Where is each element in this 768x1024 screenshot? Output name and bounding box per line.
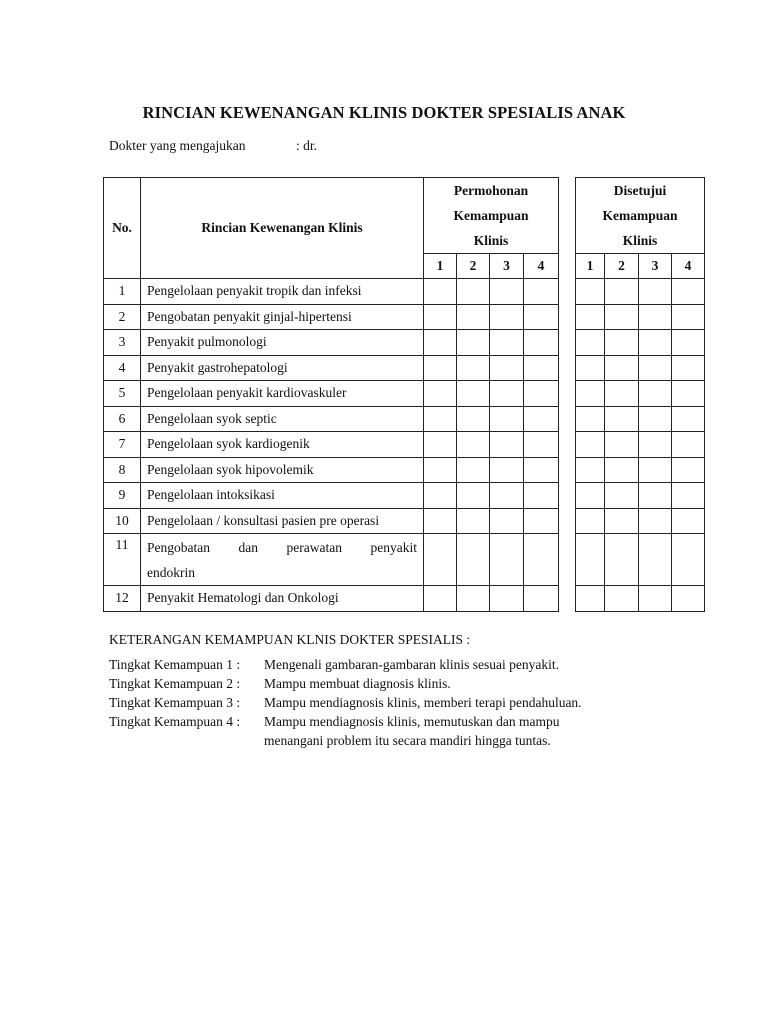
requested-cell-3[interactable] — [490, 508, 524, 534]
requested-cell-3[interactable] — [490, 432, 524, 458]
approved-cell-4[interactable] — [672, 355, 705, 381]
table-row — [104, 534, 705, 586]
approved-cell-3[interactable] — [639, 330, 672, 356]
approved-cell-4[interactable] — [672, 381, 705, 407]
approved-cell-2[interactable] — [605, 534, 639, 586]
requested-level-1: 1 — [424, 254, 457, 279]
requested-cell-1[interactable] — [424, 534, 457, 586]
column-gap — [559, 406, 576, 432]
requested-cell-3[interactable] — [490, 279, 524, 305]
legend-item-label: Tingkat Kemampuan 3 : — [109, 695, 241, 710]
column-gap — [559, 355, 576, 381]
legend-item — [109, 657, 560, 676]
requested-cell-3[interactable] — [490, 483, 524, 509]
requested-cell-2[interactable] — [457, 586, 490, 612]
clinical-authority-table — [103, 177, 705, 612]
approved-level-4: 4 — [672, 254, 705, 279]
requested-cell-2[interactable] — [457, 406, 490, 432]
requested-cell-4[interactable] — [524, 586, 559, 612]
row-description: Pengelolaan syok hipovolemik — [141, 457, 424, 483]
requested-cell-1[interactable] — [424, 406, 457, 432]
table-row — [104, 279, 705, 305]
column-gap — [559, 432, 576, 458]
header-no: No. — [104, 178, 141, 279]
approved-cell-3[interactable] — [639, 457, 672, 483]
row-description: Pengelolaan / konsultasi pasien pre operasi — [141, 508, 424, 534]
header-row — [104, 178, 705, 254]
approved-cell-3[interactable] — [639, 586, 672, 612]
legend-title: KETERANGAN KEMAMPUAN KLNIS DOKTER SPESIALIS : — [109, 632, 471, 647]
row-number: 8 — [104, 457, 141, 483]
row-number: 6 — [104, 406, 141, 432]
table-row — [104, 432, 705, 458]
row-description — [141, 534, 424, 586]
row-number: 2 — [104, 304, 141, 330]
requested-cell-1[interactable] — [424, 457, 457, 483]
approved-line-2: Kemampuan — [602, 208, 678, 223]
approved-cell-2[interactable] — [605, 508, 639, 534]
requested-cell-2[interactable] — [457, 508, 490, 534]
approved-cell-1[interactable] — [576, 483, 605, 509]
approved-cell-3[interactable] — [639, 508, 672, 534]
requested-level-3: 3 — [490, 254, 524, 279]
row-number: 5 — [104, 381, 141, 407]
legend-item-continuation: menangani problem itu secara mandiri hingga tuntas. — [264, 733, 551, 748]
approved-level-3: 3 — [639, 254, 672, 279]
row-description: Penyakit Hematologi dan Onkologi — [141, 586, 424, 612]
requested-cell-1[interactable] — [424, 432, 457, 458]
approved-cell-1[interactable] — [576, 534, 605, 586]
requested-cell-4[interactable] — [524, 457, 559, 483]
requested-cell-2[interactable] — [457, 457, 490, 483]
legend-item — [109, 676, 470, 695]
approved-cell-4[interactable] — [672, 279, 705, 305]
legend-item — [109, 714, 560, 748]
table-row — [104, 381, 705, 407]
column-gap — [559, 178, 576, 279]
row-description: Pengobatan penyakit ginjal-hipertensi — [141, 304, 424, 330]
requested-cell-4[interactable] — [524, 432, 559, 458]
approved-cell-1[interactable] — [576, 457, 605, 483]
approved-cell-2[interactable] — [605, 330, 639, 356]
legend-section — [109, 632, 582, 748]
requested-cell-2[interactable] — [457, 279, 490, 305]
requested-line-3: Klinis — [473, 233, 509, 248]
column-gap — [559, 483, 576, 509]
requested-cell-1[interactable] — [424, 304, 457, 330]
approved-cell-3[interactable] — [639, 483, 672, 509]
approved-cell-2[interactable] — [605, 304, 639, 330]
approved-cell-4[interactable] — [672, 330, 705, 356]
requested-cell-3[interactable] — [490, 355, 524, 381]
requester-value: : dr. — [296, 138, 318, 153]
table-row — [104, 586, 705, 612]
column-gap — [559, 381, 576, 407]
approved-line-1: Disetujui — [613, 183, 667, 198]
requested-level-2: 2 — [457, 254, 490, 279]
approved-cell-1[interactable] — [576, 586, 605, 612]
table-row — [104, 330, 705, 356]
approved-cell-4[interactable] — [672, 534, 705, 586]
legend-item-label: Tingkat Kemampuan 1 : — [109, 657, 241, 672]
requested-line-2: Kemampuan — [453, 208, 529, 223]
row-number: 7 — [104, 432, 141, 458]
approved-cell-2[interactable] — [605, 355, 639, 381]
legend-item-label: Tingkat Kemampuan 4 : — [109, 714, 241, 729]
approved-cell-1[interactable] — [576, 355, 605, 381]
table-row — [104, 304, 705, 330]
requested-cell-3[interactable] — [490, 304, 524, 330]
approved-cell-4[interactable] — [672, 304, 705, 330]
document-title: RINCIAN KEWENANGAN KLINIS DOKTER SPESIALIS ANAK — [142, 103, 626, 122]
requested-cell-2[interactable] — [457, 534, 490, 586]
approved-cell-1[interactable] — [576, 279, 605, 305]
column-gap — [559, 330, 576, 356]
row-number: 4 — [104, 355, 141, 381]
approved-cell-3[interactable] — [639, 304, 672, 330]
requested-cell-2[interactable] — [457, 381, 490, 407]
requested-cell-3[interactable] — [490, 381, 524, 407]
row-number: 3 — [104, 330, 141, 356]
legend-item — [109, 695, 582, 714]
legend-item-text: Mampu mendiagnosis klinis, memberi terapi pendahuluan. — [264, 695, 582, 710]
table-row — [104, 508, 705, 534]
approved-cell-2[interactable] — [605, 279, 639, 305]
column-gap — [559, 304, 576, 330]
row-description-line-2: endokrin — [147, 564, 195, 580]
requested-cell-4[interactable] — [524, 279, 559, 305]
requested-cell-2[interactable] — [457, 432, 490, 458]
approved-cell-2[interactable] — [605, 586, 639, 612]
row-description: Penyakit pulmonologi — [141, 330, 424, 356]
column-gap — [559, 534, 576, 586]
requested-cell-3[interactable] — [490, 534, 524, 586]
legend-item-label: Tingkat Kemampuan 2 : — [109, 676, 241, 691]
approved-cell-2[interactable] — [605, 432, 639, 458]
requested-level-4: 4 — [524, 254, 559, 279]
column-gap — [559, 279, 576, 305]
requested-cell-2[interactable] — [457, 330, 490, 356]
table-row — [104, 406, 705, 432]
approved-cell-3[interactable] — [639, 406, 672, 432]
requested-cell-3[interactable] — [490, 586, 524, 612]
legend-item-text: Mengenali gambaran-gambaran klinis sesuai penyakit. — [264, 657, 560, 672]
requested-cell-4[interactable] — [524, 508, 559, 534]
row-number: 9 — [104, 483, 141, 509]
requested-cell-4[interactable] — [524, 304, 559, 330]
requested-cell-1[interactable] — [424, 330, 457, 356]
column-gap — [559, 508, 576, 534]
approved-cell-1[interactable] — [576, 381, 605, 407]
approved-cell-3[interactable] — [639, 279, 672, 305]
approved-cell-4[interactable] — [672, 508, 705, 534]
requested-cell-4[interactable] — [524, 355, 559, 381]
row-description: Pengelolaan penyakit kardiovaskuler — [141, 381, 424, 407]
requested-cell-2[interactable] — [457, 355, 490, 381]
approved-cell-4[interactable] — [672, 432, 705, 458]
approved-cell-2[interactable] — [605, 457, 639, 483]
row-number: 1 — [104, 279, 141, 305]
approved-cell-3[interactable] — [639, 534, 672, 586]
approved-cell-1[interactable] — [576, 304, 605, 330]
row-number: 10 — [104, 508, 141, 534]
requested-cell-3[interactable] — [490, 457, 524, 483]
requested-cell-1[interactable] — [424, 355, 457, 381]
requested-cell-4[interactable] — [524, 534, 559, 586]
requested-cell-1[interactable] — [424, 586, 457, 612]
column-gap — [559, 457, 576, 483]
requested-cell-4[interactable] — [524, 330, 559, 356]
header-approved-group — [576, 178, 705, 254]
row-number: 12 — [104, 586, 141, 612]
approved-level-1: 1 — [576, 254, 605, 279]
row-description: Penyakit gastrohepatologi — [141, 355, 424, 381]
table-row — [104, 483, 705, 509]
row-description: Pengelolaan syok kardiogenik — [141, 432, 424, 458]
requested-cell-3[interactable] — [490, 330, 524, 356]
approved-cell-4[interactable] — [672, 483, 705, 509]
header-requested-group — [424, 178, 559, 254]
legend-item-text: Mampu membuat diagnosis klinis. — [264, 676, 451, 691]
requested-cell-1[interactable] — [424, 483, 457, 509]
approved-cell-2[interactable] — [605, 406, 639, 432]
header-details: Rincian Kewenangan Klinis — [141, 178, 424, 279]
approved-cell-2[interactable] — [605, 483, 639, 509]
row-description: Pengelolaan penyakit tropik dan infeksi — [141, 279, 424, 305]
requested-cell-1[interactable] — [424, 508, 457, 534]
requested-cell-4[interactable] — [524, 406, 559, 432]
requester-line — [109, 138, 318, 154]
requested-cell-2[interactable] — [457, 304, 490, 330]
row-description-line-1: Pengobatan dan perawatan penyakit — [147, 539, 417, 555]
approved-cell-1[interactable] — [576, 330, 605, 356]
approved-cell-4[interactable] — [672, 586, 705, 612]
approved-cell-3[interactable] — [639, 355, 672, 381]
column-gap — [559, 586, 576, 612]
requester-label: Dokter yang mengajukan — [109, 138, 246, 153]
approved-cell-3[interactable] — [639, 381, 672, 407]
approved-line-3: Klinis — [622, 233, 658, 248]
approved-cell-1[interactable] — [576, 508, 605, 534]
legend-item-text: Mampu mendiagnosis klinis, memutuskan dan mampu — [264, 714, 560, 729]
row-description: Pengelolaan syok septic — [141, 406, 424, 432]
requested-cell-2[interactable] — [457, 483, 490, 509]
requested-cell-1[interactable] — [424, 381, 457, 407]
row-description: Pengelolaan intoksikasi — [141, 483, 424, 509]
requested-cell-4[interactable] — [524, 483, 559, 509]
requested-line-1: Permohonan — [453, 183, 529, 198]
approved-cell-1[interactable] — [576, 406, 605, 432]
requested-cell-3[interactable] — [490, 406, 524, 432]
requested-cell-4[interactable] — [524, 381, 559, 407]
requested-cell-1[interactable] — [424, 279, 457, 305]
approved-level-2: 2 — [605, 254, 639, 279]
approved-cell-4[interactable] — [672, 406, 705, 432]
approved-cell-1[interactable] — [576, 432, 605, 458]
approved-cell-3[interactable] — [639, 432, 672, 458]
approved-cell-4[interactable] — [672, 457, 705, 483]
table-row — [104, 457, 705, 483]
approved-cell-2[interactable] — [605, 381, 639, 407]
table-row — [104, 355, 705, 381]
row-number: 11 — [104, 534, 141, 586]
